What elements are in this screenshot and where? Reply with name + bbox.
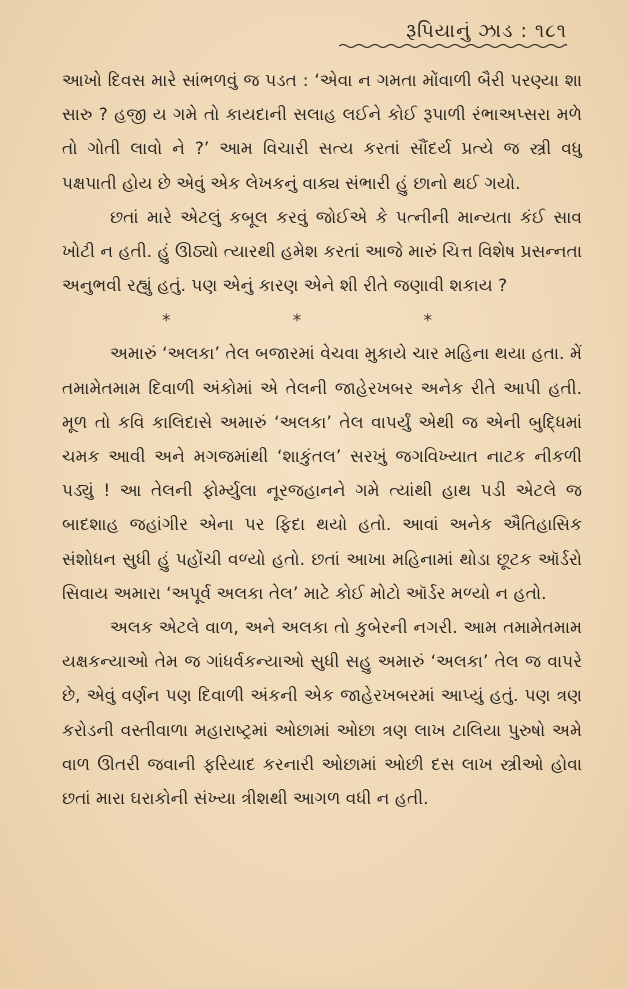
paragraph-4: અલક એટલે વાળ, અને અલકા તો કુબેરની નગરી. આમ તમામેતમામ યક્ષકન્યાઓ તેમ જ ગાંધર્વકન્યાઓ સુધી સહુ અમારું ‘અલકા’ તેલ જ વાપરે છે, એવું વર્ણન પણ દિવાળી અંકની એક જાહેરખબરમાં આપ્યું હતું. પણ ત્રણ કરોડની વસ્તીવાળા મહારાષ્ટ્રમાં ઓછામાં ઓછા ત્રણ લાખ ટાલિયા પુરુષો અમે વાળ ઊતરી જવાની ફરિયાદ કરનારી ઓછામાં ઓછી દસ લાખ સ્ત્રીઓ હોવા છતાં મારા ઘરાકોની સંખ્યા ત્રીશથી આગળ વધી ન હતી. <box>62 618 582 810</box>
section-separator <box>162 305 432 337</box>
separator-asterisk: * <box>423 311 432 332</box>
paragraph-3: અમારું ‘અલકા’ તેલ બજારમાં વેચવા મુકાયે ચાર મહિના થયા હતા. મેં તમામેતમામ દિવાળી અંકોમાં એ તેલની જાહેરખબર અનેક રીતે આપી હતી. મૂળ તો કવિ કાલિદાસે અમારું ‘અલકા’ તેલ વાપર્યું એથી જ એની બુદ્ધિમાં ચમક આવી અને મગજમાંથી ‘શાકુંતલ’ સરખું જગવિખ્યાત નાટક નીકળી પડ્યું ! આ તેલની ફોર્મ્યુલા નૂરજહાનને ગમે ત્યાંથી હાથ પડી એટલે જ બાદશાહ જહાંગીર એના પર ફિદા થયો હતો. આવાં અનેક ઐતિહાસિક સંશોધન સુધી હું પહોંચી વળ્યો હતો. છતાં આખા મહિનામાં થોડા છૂટક ઑર્ડરો સિવાય અમારા ‘અપૂર્વ અલકા તેલ’ માટે કોઈ મોટો ઑર્ડર મળ્યો ન હતો. <box>62 344 582 604</box>
separator-asterisk: * <box>162 311 171 332</box>
paragraph-2: છતાં મારે એટલું કબૂલ કરવું જોઈએ કે પત્નીની માન્યતા કંઈ સાવ ખોટી ન હતી. હું ઊઠ્યો ત્યારથી હમેશ કરતાં આજે મારું ચિત્ત વિશેષ પ્રસન્નતા અનુભવી રહ્યું હતું. પણ એનું કારણ એને શી રીતે જણાવી શકાય ? <box>62 207 582 297</box>
page-body <box>62 64 582 816</box>
paragraph-1: આખો દિવસ મારે સાંભળવું જ પડત : ‘એવા ન ગમતા મોંવાળી બૈરી પરણ્યા શા સારુ ? હજી ય ગમે તો કાયદાની સલાહ લઈને કોઈ રૂપાળી રંભાઅપ્સરા મળે તો ગોતી લાવો ને ?’ આમ વિચારી સત્ય કરતાં સૌંદર્ય પ્રત્યે જ સ્ત્રી વધુ પક્ષપાતી હોય છે એવું એક લેખકનું વાક્ય સંભારી હું છાનો થઈ ગયો. <box>62 71 582 194</box>
separator-asterisk: * <box>292 311 302 332</box>
wavy-underline <box>339 43 567 51</box>
running-header <box>339 20 567 51</box>
running-title: રૂપિયાનું ઝાડ : ૧૮૧ <box>406 20 567 42</box>
